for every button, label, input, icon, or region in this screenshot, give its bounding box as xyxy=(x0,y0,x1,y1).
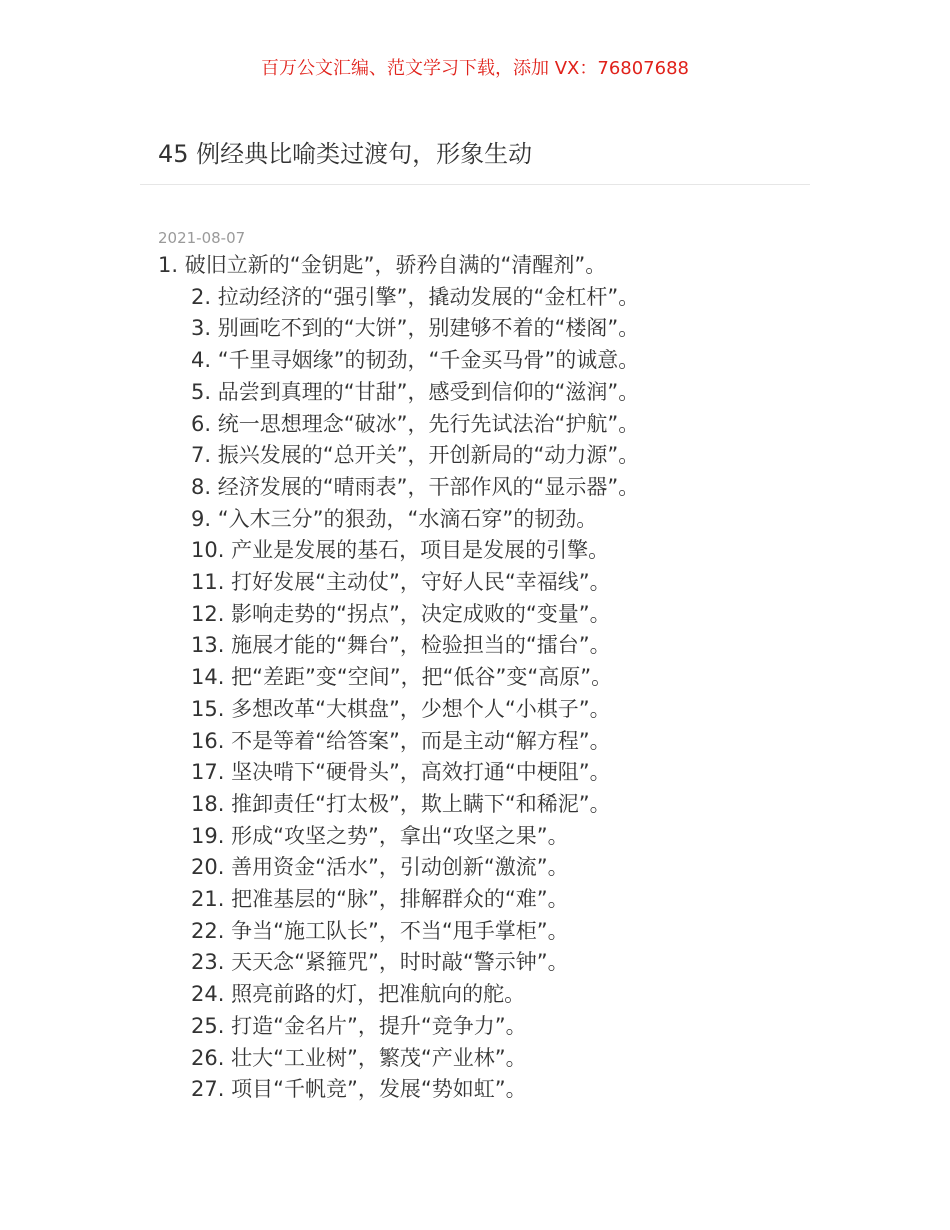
list-item: 27. 项目“千帆竞”，发展“势如虹”。 xyxy=(191,1077,527,1102)
list-item: 15. 多想改革“大棋盘”，少想个人“小棋子”。 xyxy=(191,696,611,721)
list-item: 24. 照亮前路的灯，把准航向的舵。 xyxy=(191,982,526,1007)
list-item: 1. 破旧立新的“金钥匙”，骄矜自满的“清醒剂”。 xyxy=(158,253,607,277)
list-item: 20. 善用资金“活水”，引动创新“激流”。 xyxy=(191,855,569,880)
list-item: 13. 施展才能的“舞台”，检验担当的“擂台”。 xyxy=(191,633,611,658)
list-item: 3. 别画吃不到的“大饼”，别建够不着的“楼阁”。 xyxy=(191,316,640,341)
list-item: 8. 经济发展的“晴雨表”，干部作风的“显示器”。 xyxy=(191,474,640,499)
list-item: 7. 振兴发展的“总开关”，开创新局的“动力源”。 xyxy=(191,443,640,468)
list-item: 4. “千里寻姻缘”的韧劲，“千金买马骨”的诚意。 xyxy=(191,348,640,373)
list-item: 25. 打造“金名片”，提升“竞争力”。 xyxy=(191,1013,527,1038)
title-divider xyxy=(140,184,810,185)
list-item: 9. “入木三分”的狠劲，“水滴石穿”的韧劲。 xyxy=(191,506,598,531)
list-item: 16. 不是等着“给答案”，而是主动“解方程”。 xyxy=(191,728,611,753)
publish-date: 2021-08-07 xyxy=(158,229,246,247)
list-item: 5. 品尝到真理的“甘甜”，感受到信仰的“滋润”。 xyxy=(191,379,640,404)
list-item: 2. 拉动经济的“强引擎”，撬动发展的“金杠杆”。 xyxy=(191,284,640,309)
list-item: 14. 把“差距”变“空间”，把“低谷”变“高原”。 xyxy=(191,665,613,690)
list-item: 18. 推卸责任“打太极”，欺上瞒下“和稀泥”。 xyxy=(191,791,611,816)
article-title: 45 例经典比喻类过渡句，形象生动 xyxy=(158,140,533,168)
list-item: 6. 统一思想理念“破冰”，先行先试法治“护航”。 xyxy=(191,411,640,436)
sentence-list xyxy=(0,250,639,1106)
list-item: 19. 形成“攻坚之势”，拿出“攻坚之果”。 xyxy=(191,823,569,848)
list-item: 22. 争当“施工队长”，不当“甩手掌柜”。 xyxy=(191,918,569,943)
list-item: 21. 把准基层的“脉”，排解群众的“难”。 xyxy=(191,887,569,912)
list-item: 10. 产业是发展的基石，项目是发展的引擎。 xyxy=(191,538,610,563)
list-item: 26. 壮大“工业树”，繁茂“产业林”。 xyxy=(191,1045,527,1070)
list-item: 11. 打好发展“主动仗”，守好人民“幸福线”。 xyxy=(191,570,611,595)
header-banner: 百万公文汇编、范文学习下载，添加 VX：76807688 xyxy=(261,58,689,79)
list-item: 12. 影响走势的“拐点”，决定成败的“变量”。 xyxy=(191,601,611,626)
list-item: 17. 坚决啃下“硬骨头”，高效打通“中梗阻”。 xyxy=(191,760,611,785)
list-item: 23. 天天念“紧箍咒”，时时敲“警示钟”。 xyxy=(191,950,569,975)
